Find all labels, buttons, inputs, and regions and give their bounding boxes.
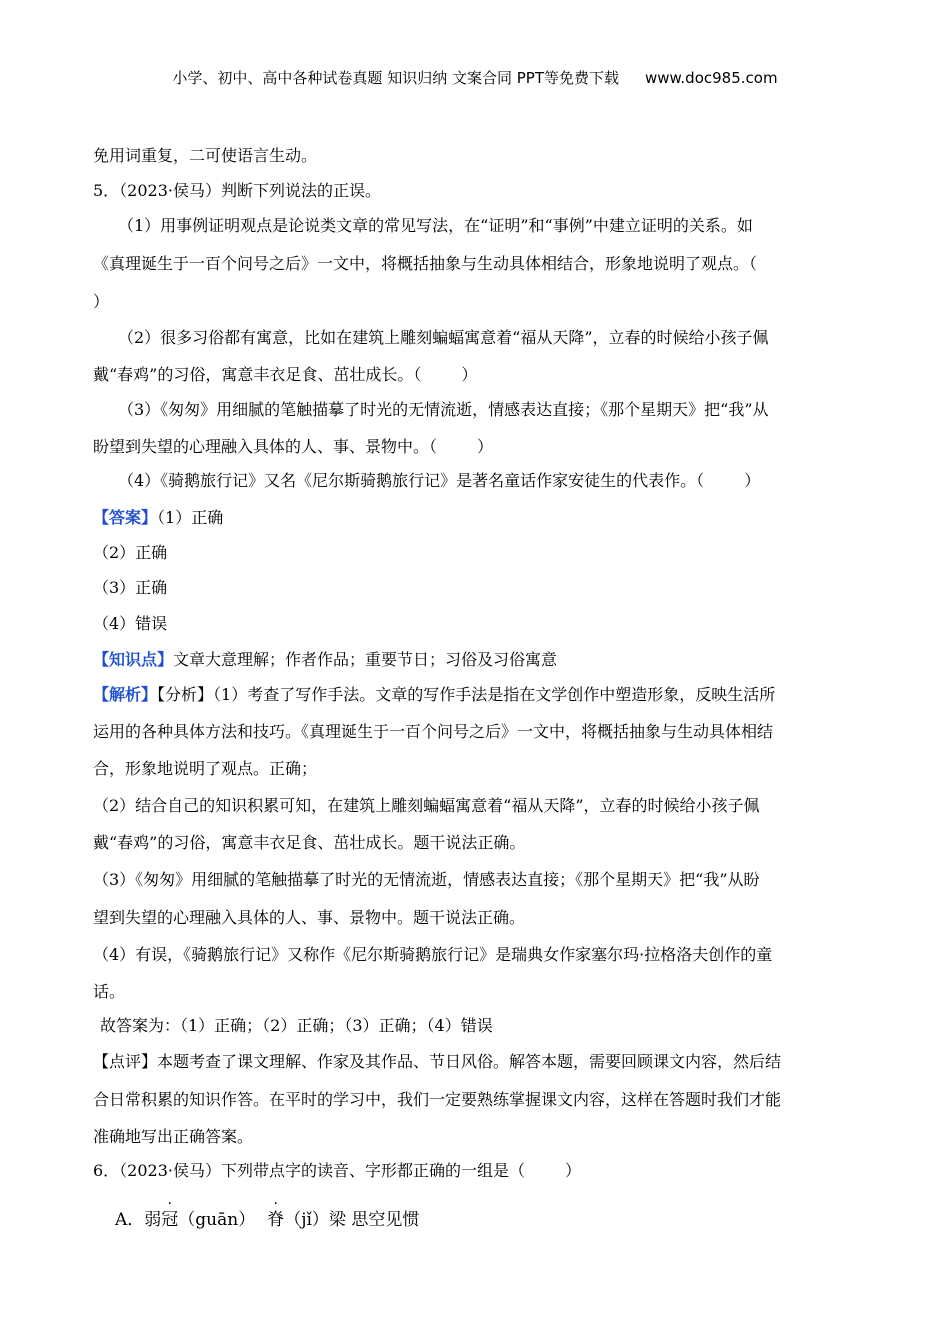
analysis-line: （3）《匆匆》用细腻的笔触描摹了时光的无情流逝，情感表达直接；《那个星期天》把“我”从盼 xyxy=(93,870,760,889)
q5-item-2-line: （2）很多习俗都有寓意，比如在建筑上雕刻蝙蝠寓意着“福从天降”，立春的时候给小孩子佩 xyxy=(118,328,769,347)
analysis-line: （4）有误，《骑鹅旅行记》又称作《尼尔斯骑鹅旅行记》是瑞典女作家塞尔玛·拉格洛夫创作的童 xyxy=(93,945,773,964)
knowledge-point-tag: 【知识点】 xyxy=(93,650,174,669)
option-a-label: A．弱 xyxy=(115,1210,162,1230)
option-a-pinyin-2: （jǐ）梁 思空见惯 xyxy=(284,1210,420,1230)
analysis-line xyxy=(93,683,775,707)
header-url[interactable]: www.doc985.com xyxy=(644,69,778,87)
answer-2: （2）正确 xyxy=(93,543,168,562)
answer-line xyxy=(93,506,223,530)
answer-3: （3）正确 xyxy=(93,578,168,597)
page-header xyxy=(0,66,950,90)
q5-item-3-paren: ） xyxy=(477,437,494,456)
question-5-title: 5．（2023·侯马）判断下列说法的正误。 xyxy=(93,181,381,200)
knowledge-point-line xyxy=(93,648,557,672)
comment-line: 准确地写出正确答案。 xyxy=(93,1127,254,1146)
analysis-line: 合，形象地说明了观点。正确； xyxy=(93,759,318,778)
answer-4: （4）错误 xyxy=(93,614,168,633)
header-text: 小学、初中、高中各种试卷真题 知识归纳 文案合同 PPT等免费下载 xyxy=(172,69,619,87)
option-a-pinyin-1: （guān） xyxy=(178,1210,256,1230)
q5-item-3-text: 盼望到失望的心理融入具体的人、事、景物中。（ xyxy=(93,437,438,456)
comment-line: 合日常积累的知识作答。在平时的学习中，我们一定要熟练掌握课文内容，这样在答题时我们才能 xyxy=(93,1090,782,1109)
q5-item-2-paren: ） xyxy=(461,365,478,384)
q5-item-2-line xyxy=(93,363,477,387)
q5-item-2-text: 戴“春鸡”的习俗，寓意丰衣足食、茁壮成长。（ xyxy=(93,365,422,384)
answer-tag: 【答案】 xyxy=(93,508,158,527)
analysis-text: 【分析】（1）考查了写作手法。文章的写作手法是指在文学创作中塑造形象，反映生活所 xyxy=(157,685,776,704)
analysis-line: 望到失望的心理融入具体的人、事、景物中。题干说法正确。 xyxy=(93,908,526,927)
analysis-line: 戴“春鸡”的习俗，寓意丰衣足食、茁壮成长。题干说法正确。 xyxy=(93,833,526,852)
q5-item-4-line xyxy=(118,469,760,493)
comment-line: 【点评】本题考查了课文理解、作家及其作品、节日风俗。解答本题，需要回顾课文内容，然后结 xyxy=(93,1052,782,1071)
analysis-line: （2）结合自己的知识积累可知，在建筑上雕刻蝙蝠寓意着“福从天降”，立春的时候给小孩子佩 xyxy=(93,796,760,815)
question-6-text: 6．（2023·侯马）下列带点字的读音、字形都正确的一组是（ xyxy=(93,1161,525,1180)
q5-item-3-line xyxy=(93,435,493,459)
q5-item-1-line: ） xyxy=(93,292,110,311)
emphasis-dot: · xyxy=(167,1196,173,1212)
conclusion: 故答案为：（1）正确；（2）正确；（3）正确；（4）错误 xyxy=(100,1016,493,1035)
q5-item-4-text: （4）《骑鹅旅行记》又名《尼尔斯骑鹅旅行记》是著名童话作家安徒生的代表作。（ xyxy=(118,471,705,490)
knowledge-point-text: 文章大意理解；作者作品；重要节日；习俗及习俗寓意 xyxy=(173,650,558,669)
dotted-char xyxy=(267,1196,285,1232)
option-a[interactable] xyxy=(115,1196,420,1232)
dotted-char xyxy=(161,1196,179,1232)
question-6-paren: ） xyxy=(565,1161,582,1180)
text-line: 免用词重复，二可使语言生动。 xyxy=(93,146,318,165)
analysis-tag: 【解析】 xyxy=(93,685,158,704)
q5-item-4-paren: ） xyxy=(744,471,761,490)
q5-item-1-line: （1）用事例证明观点是论说类文章的常见写法，在“证明”和“事例”中建立证明的关系。如 xyxy=(118,216,753,235)
emphasis-dot: · xyxy=(273,1196,278,1212)
q5-item-3-line: （3）《匆匆》用细腻的笔触描摹了时光的无情流逝，情感表达直接；《那个星期天》把“我”从 xyxy=(118,400,769,419)
answer-1: （1）正确 xyxy=(157,508,224,527)
question-6-title xyxy=(93,1159,581,1183)
q5-item-1-line: 《真理诞生于一百个问号之后》一文中，将概括抽象与生动具体相结合，形象地说明了观点。（ xyxy=(93,254,758,273)
option-a-char-2: 脊 xyxy=(267,1210,285,1230)
option-a-char-1: 冠 xyxy=(161,1210,179,1230)
analysis-line: 话。 xyxy=(93,982,126,1001)
analysis-line: 运用的各种具体方法和技巧。《真理诞生于一百个问号之后》一文中，将概括抽象与生动具体相结 xyxy=(93,722,774,741)
